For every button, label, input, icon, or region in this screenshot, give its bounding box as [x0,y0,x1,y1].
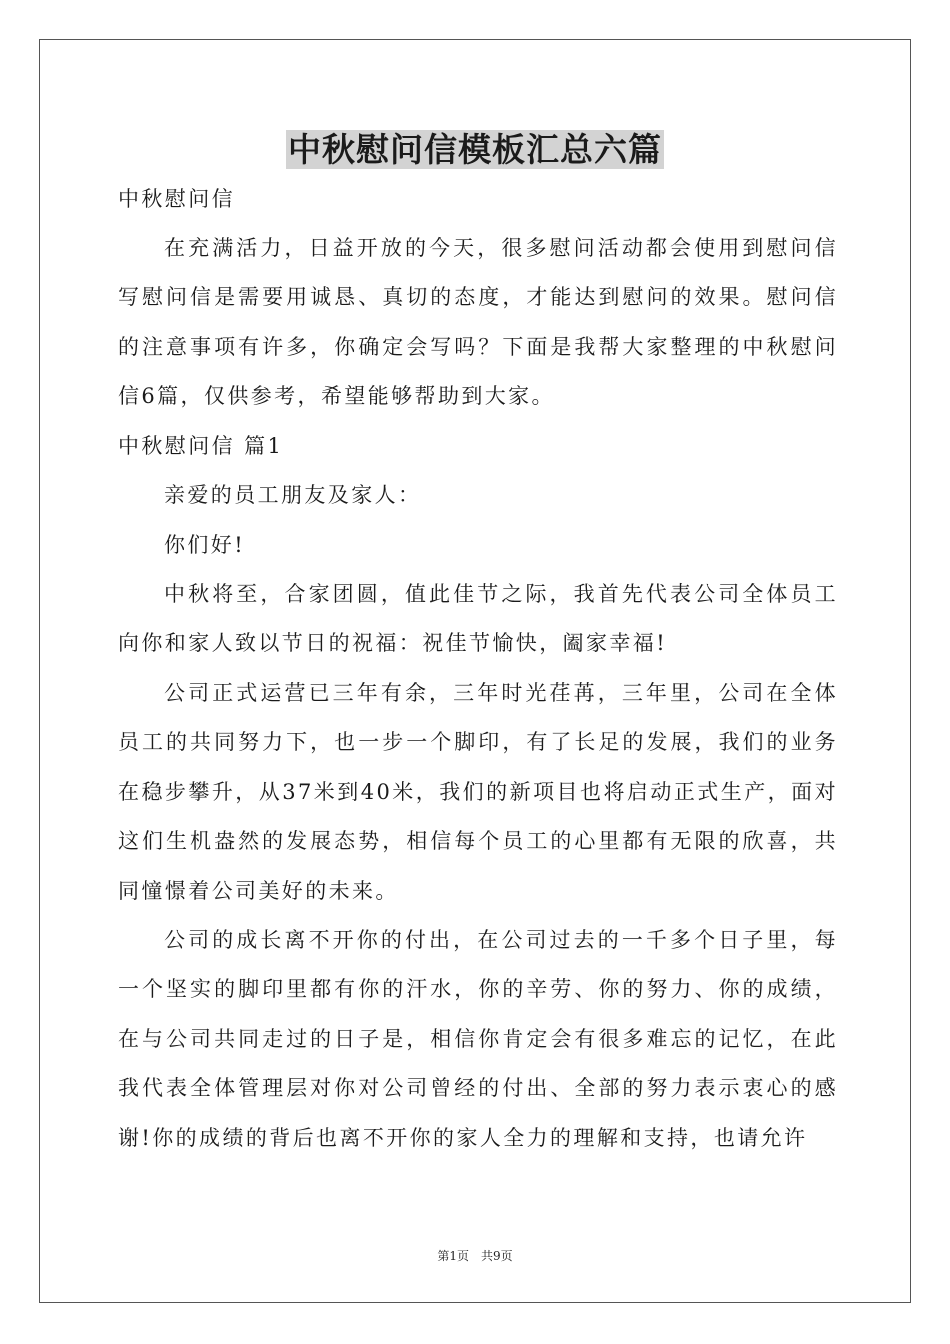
document-title [0,128,950,172]
letter-paragraph-1: 中秋将至，合家团圆，值此佳节之际，我首先代表公司全体员工向你和家人致以节日的祝福：祝佳节愉快，阖家幸福! [118,582,838,656]
section-heading-letter-1: 中秋慰问信 篇1 [118,434,284,458]
letter-paragraph-2: 公司正式运营已三年有余，三年时光荏苒，三年里，公司在全体员工的共同努力下，也一步一个脚印，有了长足的发展，我们的业务在稳步攀升，从37米到40米，我们的新项目也将启动正式生产，面对这们生机盎然的发展态势，相信每个员工的心里都有无限的欣喜，共同憧憬着公司美好的未来。 [118,681,838,903]
intro-paragraph: 在充满活力，日益开放的今天，很多慰问活动都会使用到慰问信写慰问信是需要用诚恳、真切的态度，才能达到慰问的效果。慰问信的注意事项有许多，你确定会写吗？下面是我帮大家整理的中秋慰问信6篇，仅供参考，希望能够帮助到大家。 [118,236,838,409]
page-number-footer: 第1页 共9页 [437,1249,513,1263]
document-title-text: 中秋慰问信模板汇总六篇 [288,130,662,169]
section-heading-intro: 中秋慰问信 [118,187,235,211]
letter-paragraph-3: 公司的成长离不开你的付出，在公司过去的一千多个日子里，每一个坚实的脚印里都有你的汗水，你的辛劳、你的努力、你的成绩，在与公司共同走过的日子是，相信你肯定会有很多难忘的记忆，在此我代表全体管理层对你对公司曾经的付出、全部的努力表示衷心的感谢!你的成绩的背后也离不开你的家人全力的理解和支持，也请允许 [118,928,838,1150]
letter-salutation: 亲爱的员工朋友及家人： [164,483,422,507]
letter-greeting: 你们好! [164,533,246,557]
